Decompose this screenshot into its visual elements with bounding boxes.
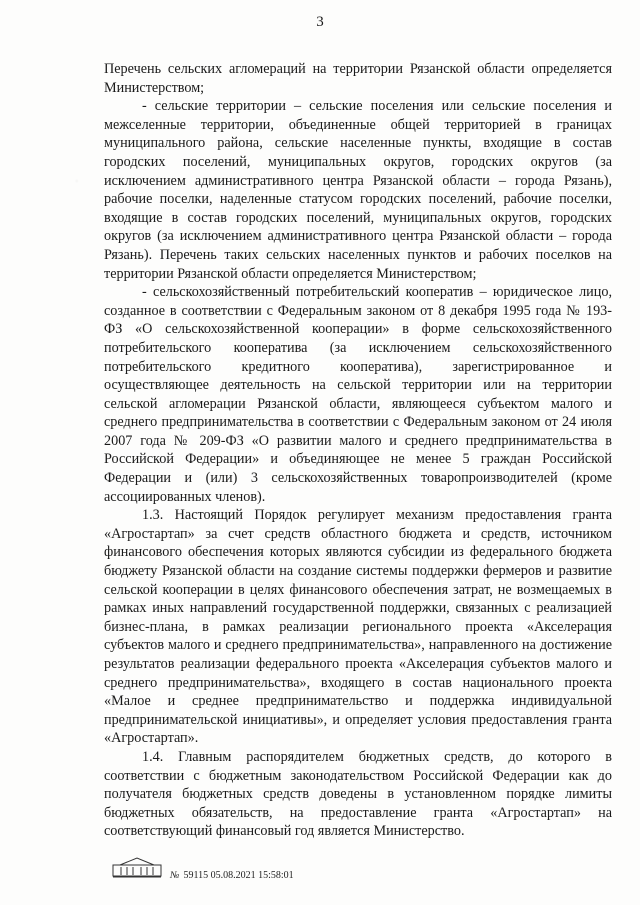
- page-number: 3: [316, 14, 324, 30]
- paragraph-rural-territories: - сельские территории – сельские поселения или сельские поселения и межселенные территории, объединенные общей территорией в границах муниципального района, сельские населенные пункты, входящие в состав городских поселений, муниципальных округов, городских округов (за исключением административного центра Рязанской области – города Рязань), рабочие поселки, наделенные статусом городских поселений, рабочие поселки, входящие в состав городских поселений, муниципальных округов, городских округов (за исключением административного центра Рязанской области – города Рязань). Перечень таких сельских населенных пунктов и рабочих поселков на территории Рязанской области определяется Министерством;: [104, 98, 612, 282]
- registration-number-date: 59115 05.08.2021 15:58:01: [183, 870, 294, 881]
- number-sign: №: [170, 870, 180, 881]
- building-logo-icon: [112, 856, 162, 878]
- paragraph-agricultural-cooperative: - сельскохозяйственный потребительский кооператив – юридическое лицо, созданное в соответствии с Федеральным законом от 8 декабря 1995 года № 193-ФЗ «О сельскохозяйственной кооперации» в форме сельскохозяйственного потребительского кооператива (за исключением сельскохозяйственного потребительского кредитного кооператива), зарегистрированное и осуществляющее деятельность на сельской территории или на территории сельской агломерации Рязанской области, являющееся субъектом малого и среднего предпринимательства в соответствии с Федеральным законом от 24 июля 2007 года № 209-ФЗ «О развитии малого и среднего предпринимательства в Российской Федерации» и объединяющее не менее 5 граждан Российской Федерации и (или) 3 сельскохозяйственных товаропроизводителей (кроме ассоциированных членов).: [104, 284, 612, 505]
- document-body: [104, 60, 612, 841]
- paragraph-section-1-4: 1.4. Главным распорядителем бюджетных средств, до которого в соответствии с бюджетным законодательством Российской Федерации как до получателя бюджетных средств доведены в установленном порядке лимиты бюджетных обязательств, на предоставление гранта «Агростартап» на соответствующий финансовый год является Министерство.: [104, 748, 612, 840]
- registration-stamp: [170, 870, 294, 881]
- paragraph-agglomeration-list: Перечень сельских агломераций на территории Рязанской области определяется Министерством;: [104, 61, 612, 96]
- document-footer: [112, 852, 372, 892]
- paragraph-section-1-3: 1.3. Настоящий Порядок регулирует механизм предоставления гранта «Агростартап» за счет средств областного бюджета и средств, источником финансового обеспечения которых являются субсидии из федерального бюджета бюджету Рязанской области на создание системы поддержки фермеров и развитие сельской кооперации в целях финансового обеспечения затрат, не возмещаемых в рамках иных направлений государственной поддержки, связанных с реализацией бизнес-плана, в рамках реализации регионального проекта «Акселерация субъектов малого и среднего предпринимательства», направленного на достижение результатов реализации федерального проекта «Акселерация субъектов малого и среднего предпринимательства», входящего в состав национального проекта «Малое и среднее предпринимательство и поддержка индивидуальной предпринимательской инициативы», и определяет условия предоставления гранта «Агростартап».: [104, 507, 612, 747]
